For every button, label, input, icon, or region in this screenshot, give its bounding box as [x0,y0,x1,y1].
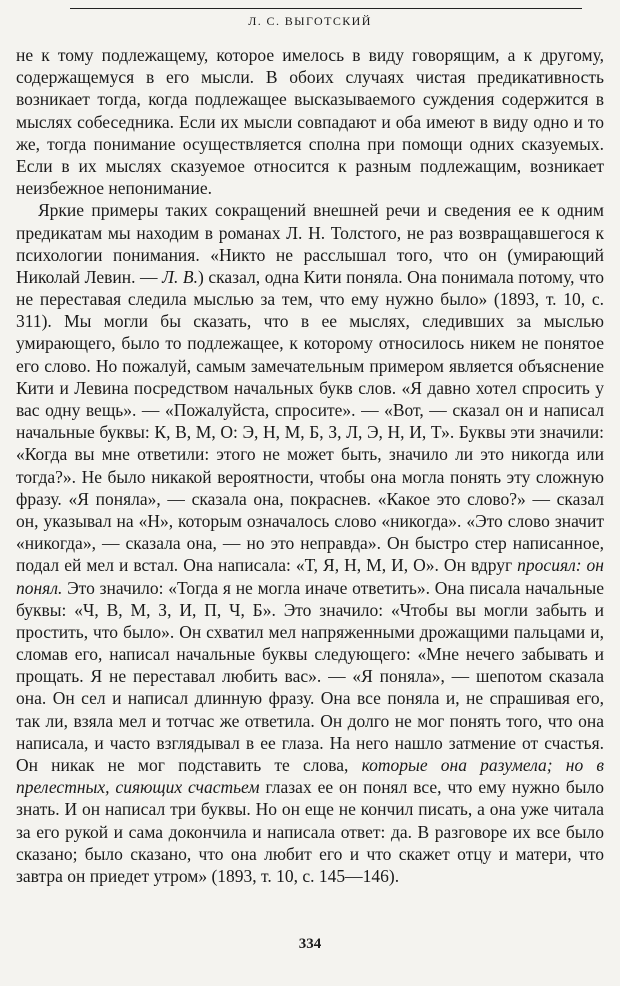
italic-run: Л. В. [162,266,198,287]
text-run: Это значило: «Тогда я не могла иначе ответить». Она писала начальные буквы: «Ч, В, М, З, И, П, Ч, Б». Это значило: «Чтобы вы могли забыть и простить, что было». Он схватил мел напряженными дрожащими пальцами и, сломав его, написал начальные буквы следующего: «Мне нечего забывать и прощать. Я не переставал любить вас». — «Я поняла», — шепотом сказала она. Он сел и написал длинную фразу. Она все поняла и, не спрашивая его, так ли, взяла мел и тотчас же ответила. Он долго не мог понять того, что она написала, и часто взглядывал в ее глаза. На него нашло затмение от счастья. Он никак не мог подставить те слова, [16,577,604,775]
page-number: 334 [298,936,322,952]
italic-run: просиял: он понял. [16,555,604,598]
text-run: глазах ее он понял все, что ему нужно было знать. И он написал три буквы. Но он еще не кончил писать, а она уже читала за его рукой и сама докончила и написала ответ: да. В разговоре их все было сказано; было сказано, что она любит его и что скажет отцу и матери, что завтра он приедет утром» (1893, т. 10, с. 145—146). [16,777,604,886]
paragraph [16,199,604,887]
body-text [16,44,604,887]
paragraph [16,44,604,199]
header-rule [70,8,582,9]
text-run: Яркие примеры таких сокращений внешней речи и сведения ее к одним предикатам мы находим в романах Л. Н. Толстого, не раз возвращавшегося к психологии понимания. «Никто не расслышал того, что он (умирающий Николай Левин. — [16,200,604,287]
text-run: не к тому подлежащему, которое имелось в виду говорящим, а к другому, содержащемуся в его мысли. В обоих случаях чистая предикативность возникает тогда, когда подлежащее высказываемого суждения содержится в мыслях собеседника. Если их мысли совпадают и оба имеют в виду одно и то же, тогда понимание осуществляется сполна при помощи одних сказуемых. Если в их мыслях сказуемое относится к разным подлежащим, возникает неизбежное непонимание. [16,45,604,199]
running-title: Л. С. ВЫГОТСКИЙ [248,14,372,28]
italic-run: которые она разумела; но в прелестных, сияющих счастьем [16,755,604,798]
text-run: ) сказал, одна Кити поняла. Она понимала потому, что не переставая следила мыслью за тем, что ему нужно было» (1893, т. 10, с. 311). Мы могли бы сказать, что в ее мыслях, следивших за мыслью умирающего, было то подлежащее, к которому относилось никем не понятое его слово. Но пожалуй, самым замечательным примером является объяснение Кити и Левина посредством начальных букв слов. «Я давно хотел спросить у вас одну вещь». — «Пожалуйста, спросите». — «Вот, — сказал он и написал начальные буквы: К, В, М, О: Э, Н, М, Б, З, Л, Э, Н, И, Т». Буквы эти значили: «Когда вы мне ответили: этого не может быть, значило ли это никогда или тогда?». Не было никакой вероятности, чтобы она могла понять эту сложную фразу. «Я поняла», — сказала она, покраснев. «Какое это слово?» — сказал он, указывал на «Н», которым означалось слово «никогда». «Это слово значит «никогда», — сказала она, — но это неправда». Он быстро стер написанное, подал ей мел и встал. Она написала: «Т, Я, Н, М, И, О». Он вдруг [16,266,605,576]
